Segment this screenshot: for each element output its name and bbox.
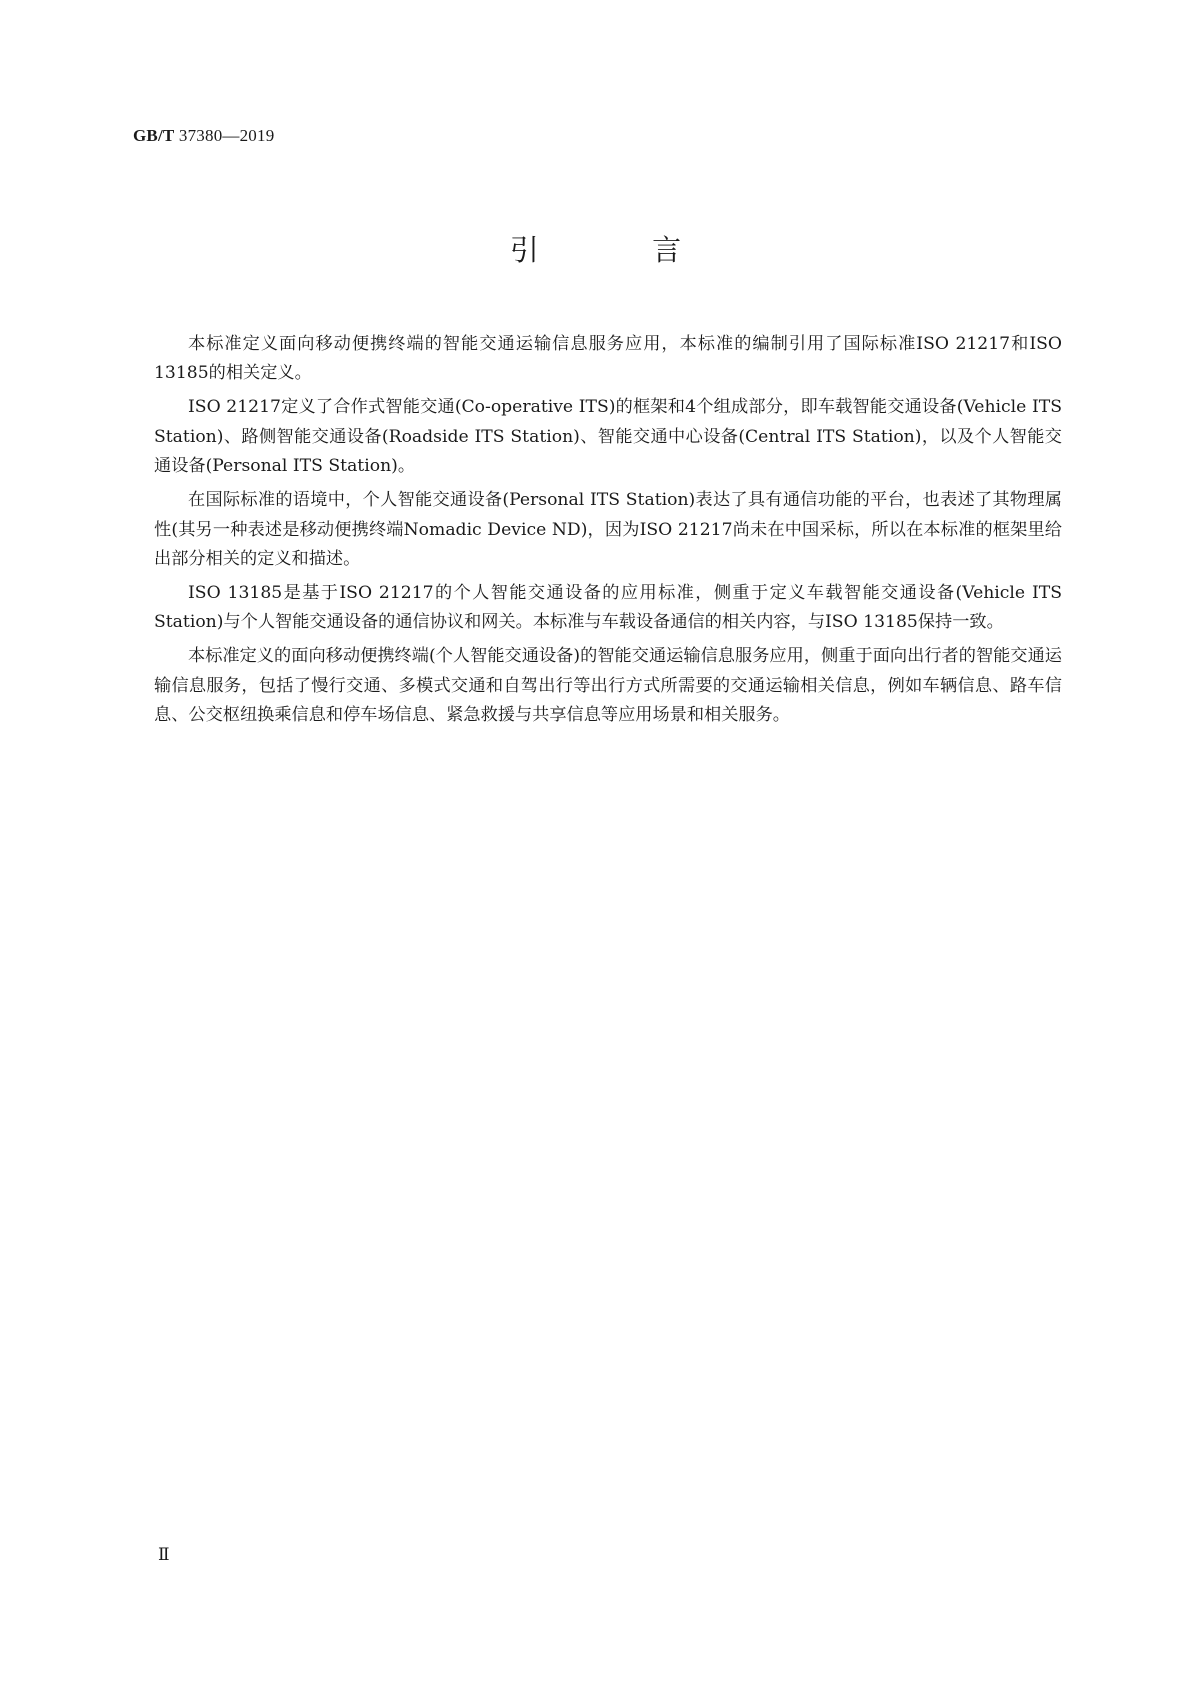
paragraph-2: ISO 21217定义了合作式智能交通(Co-operative ITS)的框架和4个组成部分，即车载智能交通设备(Vehicle ITS Station)、路侧智能交通设备(Roadside ITS Station)、智能交通中心设备(Central ITS Station)，以及个人智能交通设备(Personal ITS Station)。 <box>154 397 1062 477</box>
standard-number: 37380—2019 <box>178 126 275 145</box>
introduction-body <box>154 330 1062 735</box>
standard-prefix: GB/T <box>133 126 175 145</box>
paragraph-3: 在国际标准的语境中，个人智能交通设备(Personal ITS Station)表达了具有通信功能的平台，也表述了其物理属性(其另一种表述是移动便携终端Nomadic Device ND)，因为ISO 21217尚未在中国采标，所以在本标准的框架里给出部分相关的定义和描述。 <box>154 490 1062 570</box>
paragraph-1: 本标准定义面向移动便携终端的智能交通运输信息服务应用，本标准的编制引用了国际标准ISO 21217和ISO 13185的相关定义。 <box>154 334 1062 384</box>
paragraph-4: ISO 13185是基于ISO 21217的个人智能交通设备的应用标准，侧重于定义车载智能交通设备(Vehicle ITS Station)与个人智能交通设备的通信协议和网关。本标准与车载设备通信的相关内容，与ISO 13185保持一致。 <box>154 583 1062 633</box>
paragraph-5: 本标准定义的面向移动便携终端(个人智能交通设备)的智能交通运输信息服务应用，侧重于面向出行者的智能交通运输信息服务，包括了慢行交通、多模式交通和自驾出行等出行方式所需要的交通运输相关信息，例如车辆信息、路车信息、公交枢纽换乘信息和停车场信息、紧急救援与共享信息等应用场景和相关服务。 <box>154 646 1062 726</box>
section-title: 引 言 <box>509 233 734 267</box>
document-header <box>133 126 274 146</box>
page-number: Ⅱ <box>158 1545 170 1564</box>
